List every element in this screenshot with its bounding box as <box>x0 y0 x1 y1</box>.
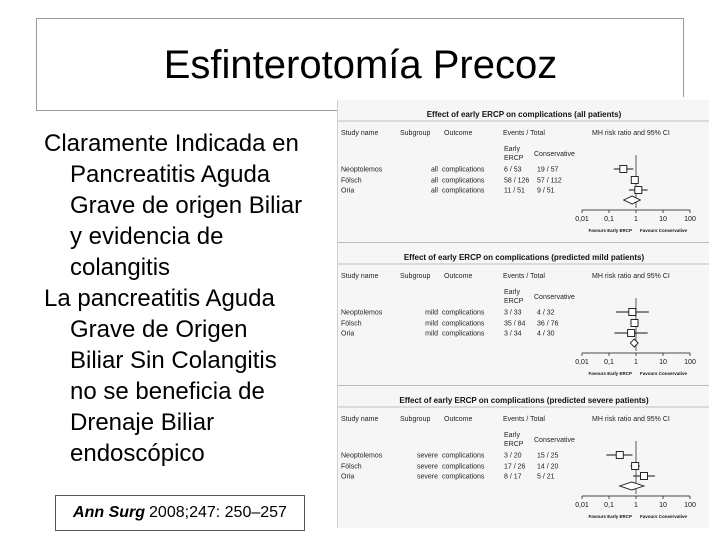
event-header-early: ERCP <box>504 155 524 162</box>
subgroup: severe <box>416 473 438 481</box>
x-tick-label: 0,01 <box>575 502 589 509</box>
citation-box <box>55 495 305 531</box>
x-tick-label: 1 <box>634 502 638 509</box>
point-estimate <box>635 187 642 194</box>
events-early: 3 / 34 <box>504 330 522 338</box>
x-tick-label: 10 <box>659 502 667 509</box>
point-estimate <box>632 463 639 470</box>
x-tick-label: 100 <box>684 216 696 223</box>
study-name: Neoptolemos <box>341 309 383 317</box>
favours-right-label: Favours Conservative <box>640 371 688 376</box>
column-header: Events / Total <box>503 130 545 137</box>
column-header: Subgroup <box>400 130 431 137</box>
column-header: Events / Total <box>503 273 545 280</box>
point-estimate <box>631 177 638 184</box>
outcome: complications <box>442 320 485 328</box>
events-conservative: 4 / 32 <box>537 309 555 317</box>
bullet-item-1 <box>44 128 354 283</box>
events-conservative: 4 / 30 <box>537 330 555 338</box>
panel-background <box>338 100 709 242</box>
outcome: complications <box>442 166 485 174</box>
column-header: MH risk ratio and 95% CI <box>592 416 670 423</box>
bullet-line: Drenaje Biliar <box>70 409 215 436</box>
favours-right-label: Favours Conservative <box>640 514 688 519</box>
favours-left-label: Favours Early ERCP <box>588 371 632 376</box>
favours-left-label: Favours Early ERCP <box>588 514 632 519</box>
study-name: Oria <box>341 330 355 338</box>
event-header-conservative: Conservative <box>534 151 575 158</box>
subgroup: all <box>430 187 438 195</box>
event-header-early: ERCP <box>504 441 524 448</box>
study-name: Oria <box>341 473 355 481</box>
events-early: 3 / 20 <box>504 452 522 460</box>
events-early: 35 / 84 <box>504 320 526 328</box>
column-header: Study name <box>341 416 379 423</box>
subgroup: mild <box>425 309 438 317</box>
events-early: 17 / 26 <box>504 463 526 471</box>
column-header: Subgroup <box>400 416 431 423</box>
title-box <box>36 18 684 111</box>
bullet-line: Grave de origen Biliar <box>70 192 303 219</box>
subgroup: severe <box>416 452 438 460</box>
slide-title: Esfinterotomía Precoz <box>163 43 558 87</box>
point-estimate <box>628 330 635 337</box>
events-early: 3 / 33 <box>504 309 522 317</box>
bullet-line: y evidencia de <box>70 223 224 250</box>
bullet-line: Claramente Indicada en <box>44 130 299 157</box>
outcome: complications <box>442 463 485 471</box>
column-header: Outcome <box>444 273 473 280</box>
bullet-line: colangitis <box>70 254 171 281</box>
x-tick-label: 0,01 <box>575 359 589 366</box>
event-header-early: ERCP <box>504 298 524 305</box>
subgroup: severe <box>416 463 438 471</box>
study-name: Neoptolemos <box>341 452 383 460</box>
events-early: 11 / 51 <box>504 187 525 195</box>
subgroup: all <box>430 166 438 174</box>
bullet-line: no se beneficia de <box>70 378 265 405</box>
outcome: complications <box>442 309 485 317</box>
forest-plot-svg <box>338 100 709 242</box>
study-name: Neoptolemos <box>341 166 383 174</box>
outcome: complications <box>442 177 485 185</box>
point-estimate <box>629 309 636 316</box>
x-tick-label: 0,1 <box>604 502 614 509</box>
x-tick-label: 10 <box>659 359 667 366</box>
column-header: Subgroup <box>400 273 431 280</box>
citation-journal: Ann Surg <box>73 504 146 521</box>
favours-left-label: Favours Early ERCP <box>588 228 632 233</box>
event-header-early: Early <box>504 289 520 296</box>
forest-panel-all <box>338 100 709 242</box>
events-conservative: 14 / 20 <box>537 463 559 471</box>
point-estimate <box>631 320 638 327</box>
outcome: complications <box>442 187 485 195</box>
bullet-line: endoscópico <box>70 440 205 467</box>
column-header: Study name <box>341 130 379 137</box>
x-tick-label: 1 <box>634 359 638 366</box>
bullet-list <box>44 128 354 469</box>
events-conservative: 15 / 25 <box>537 452 559 460</box>
events-conservative: 57 / 112 <box>537 177 562 185</box>
bullet-line: Grave de Origen <box>70 316 248 343</box>
events-conservative: 9 / 51 <box>537 187 555 195</box>
bullet-item-2 <box>44 283 354 469</box>
event-header-conservative: Conservative <box>534 437 575 444</box>
events-early: 58 / 126 <box>504 177 530 185</box>
event-header-early: Early <box>504 146 520 153</box>
outcome: complications <box>442 452 485 460</box>
outcome: complications <box>442 330 485 338</box>
study-name: Fölsch <box>341 320 362 328</box>
events-early: 8 / 17 <box>504 473 522 481</box>
citation-ref: 2008;247: 250–257 <box>149 504 287 521</box>
x-tick-label: 0,1 <box>604 216 614 223</box>
forest-panel-severe <box>338 386 709 528</box>
column-header: MH risk ratio and 95% CI <box>592 130 670 137</box>
x-tick-label: 100 <box>684 359 696 366</box>
study-name: Fölsch <box>341 177 362 185</box>
point-estimate <box>616 452 623 459</box>
favours-right-label: Favours Conservative <box>640 228 688 233</box>
x-tick-label: 0,1 <box>604 359 614 366</box>
x-tick-label: 100 <box>684 502 696 509</box>
study-name: Fölsch <box>341 463 362 471</box>
subgroup: all <box>430 177 438 185</box>
events-conservative: 19 / 57 <box>537 166 559 174</box>
events-early: 6 / 53 <box>504 166 522 174</box>
column-header: MH risk ratio and 95% CI <box>592 273 670 280</box>
bullet-line: Pancreatitis Aguda <box>70 161 271 188</box>
events-conservative: 5 / 21 <box>537 473 555 481</box>
x-tick-label: 10 <box>659 216 667 223</box>
event-header-early: Early <box>504 432 520 439</box>
event-header-conservative: Conservative <box>534 294 575 301</box>
point-estimate <box>641 473 648 480</box>
study-name: Oria <box>341 187 355 195</box>
subgroup: mild <box>425 330 438 338</box>
forest-plot-figure <box>337 100 708 528</box>
forest-plot-svg <box>338 243 709 385</box>
x-tick-label: 0,01 <box>575 216 589 223</box>
column-header: Outcome <box>444 416 473 423</box>
column-header: Study name <box>341 273 379 280</box>
plot-title: Effect of early ERCP on complications (predicted severe patients) <box>399 396 649 405</box>
point-estimate <box>620 166 627 173</box>
bullet-line: Biliar Sin Colangitis <box>70 347 277 374</box>
forest-plot-svg <box>338 386 709 528</box>
x-tick-label: 1 <box>634 216 638 223</box>
events-conservative: 36 / 76 <box>537 320 559 328</box>
column-header: Outcome <box>444 130 473 137</box>
plot-title: Effect of early ERCP on complications (predicted mild patients) <box>403 253 645 262</box>
forest-panel-mild <box>338 243 709 385</box>
column-header: Events / Total <box>503 416 545 423</box>
bullet-line: La pancreatitis Aguda <box>44 285 275 312</box>
subgroup: mild <box>425 320 438 328</box>
plot-title: Effect of early ERCP on complications (all patients) <box>426 110 622 119</box>
outcome: complications <box>442 473 485 481</box>
